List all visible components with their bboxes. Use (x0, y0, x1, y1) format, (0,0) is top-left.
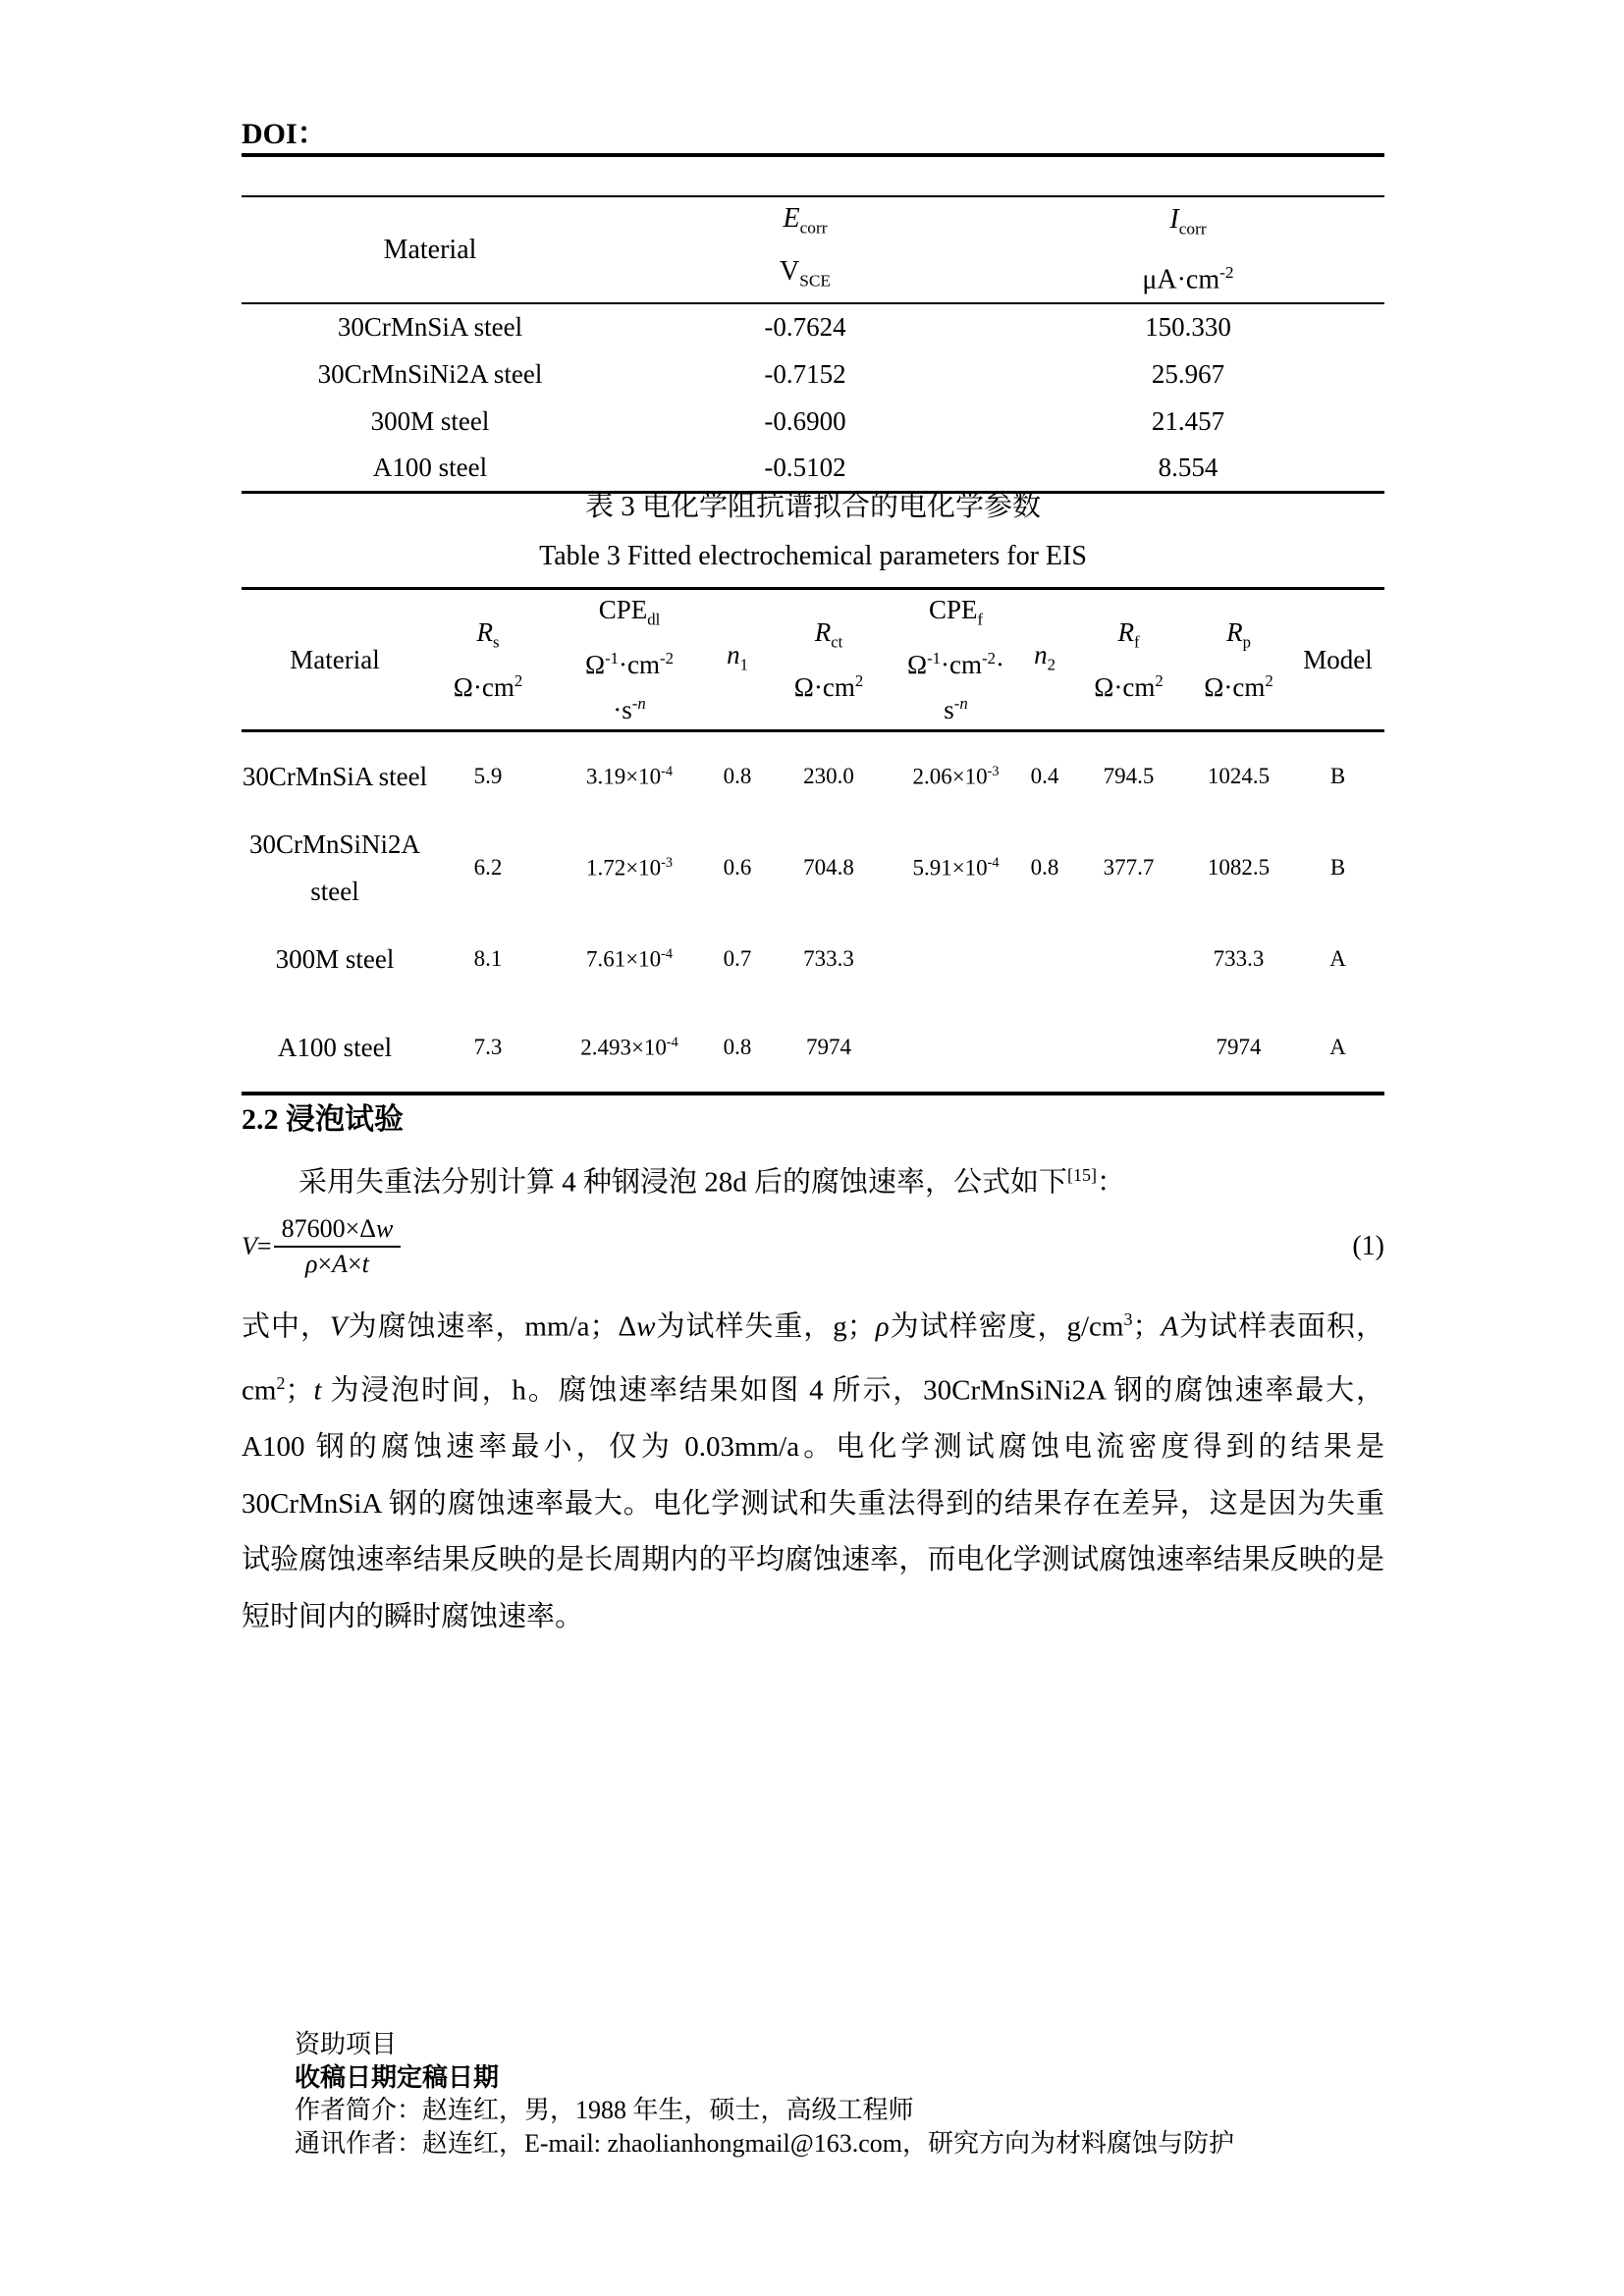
table-cell-n2 (1018, 1004, 1071, 1094)
table-cell-cpe-f (893, 1004, 1018, 1094)
table-cell-material: 30CrMnSiA steel (242, 762, 428, 792)
table-cell-n2 (1018, 915, 1071, 1004)
column-header-cpe-f: $CPE_f$ $\Omega^{-1}\cdot cm^{-2}\cdot$ $s^{-n}$ (907, 595, 1004, 725)
header-line: $E_{corr}$ (783, 203, 828, 238)
table-cell-rp: 1082.5 (1207, 854, 1271, 880)
eis-table (242, 587, 1384, 1095)
table-header-row (242, 589, 1384, 731)
section-heading: 2.2 浸泡试验 (242, 1103, 404, 1136)
table-cell-cpe-f: $5.91\times 10^{-4}$ (912, 854, 1000, 881)
column-header-material (242, 196, 619, 303)
equation-denominator: ρ×A×t (304, 1250, 369, 1278)
table-cell-ecorr: -0.5102 (764, 452, 846, 482)
paragraph-intro: 采用失重法分别计算 4 种钢浸泡 28d 后的腐蚀速率，公式如下[15]： (298, 1165, 1125, 1199)
table-cell-model: B (1329, 764, 1346, 789)
table-cell-rct: 7974 (806, 1035, 851, 1060)
table-cell-rs: 5.9 (473, 764, 503, 789)
column-header-rp: $R_p$ $\Omega\cdot cm^2$ (1204, 617, 1273, 703)
table-cell-cpe-f: $2.06\times 10^{-3}$ (912, 763, 1000, 789)
header-line: $V_{SCE}$ (779, 255, 832, 291)
column-header-icorr (992, 196, 1384, 303)
table-cell-material: A100 steel (372, 452, 488, 482)
table-cell-cpe-dl: $1.72\times 10^{-3}$ (585, 854, 674, 881)
table-cell-icorr: 21.457 (1151, 405, 1225, 436)
equation-numerator: 87600×Δw (274, 1215, 402, 1248)
table-cell-model: B (1329, 854, 1346, 880)
table-cell-rf (1071, 915, 1186, 1004)
dates-note: 收稿日期定稿日期 (295, 2062, 500, 2092)
column-header-material: Material (290, 645, 380, 675)
table-row (242, 303, 1384, 350)
table-cell-rf: 377.7 (1103, 854, 1155, 880)
table-cell-rs: 8.1 (473, 946, 503, 972)
table-cell-rct: 230.0 (803, 764, 854, 789)
column-header-rf: $R_f$ $\Omega\cdot cm^2$ (1094, 617, 1164, 703)
table-cell-cpe-dl: $2.493\times 10^{-4}$ (580, 1035, 678, 1060)
header-line: Material (383, 234, 477, 265)
table-cell-rp: 1024.5 (1207, 764, 1271, 789)
table-row (242, 731, 1384, 821)
table-cell-material: 30CrMnSiA steel (337, 312, 523, 343)
table-cell-material: 30CrMnSiNi2A steel (317, 358, 543, 389)
table-cell-cpe-f (893, 915, 1018, 1004)
column-header-model: Model (1303, 645, 1373, 675)
table-cell-rf: 794.5 (1103, 764, 1155, 789)
table-row (242, 915, 1384, 1004)
table-cell-material: 300M steel (275, 944, 395, 975)
column-header-n1: $n_1$ (727, 640, 748, 674)
table-cell-rs: 6.2 (473, 854, 503, 880)
table-cell-n1: 0.7 (723, 946, 752, 972)
table-cell-n2: 0.4 (1030, 764, 1059, 789)
table-cell-icorr: 25.967 (1151, 358, 1225, 389)
table-row (242, 1004, 1384, 1094)
table-cell-model: A (1329, 1035, 1346, 1060)
polarization-table (242, 195, 1384, 494)
table-cell-icorr: 8.554 (1158, 452, 1218, 482)
table3-caption-zh: 表 3 电化学阻抗谱拟合的电化学参数 (584, 491, 1041, 522)
funding-note: 资助项目 (295, 2030, 398, 2058)
table-row (242, 445, 1384, 492)
table-header-row (242, 196, 1384, 303)
table-cell-rs: 7.3 (473, 1035, 503, 1060)
table-cell-rp: 7974 (1216, 1035, 1262, 1060)
table-cell-material: 30CrMnSiNi2A steel (248, 828, 421, 906)
table-cell-n1: 0.6 (723, 854, 752, 880)
table-row (242, 350, 1384, 398)
corresponding-author-note: 通讯作者：赵连红，E-mail: zhaolianhongmail@163.com，研究方向为材料腐蚀与防护 (295, 2128, 1234, 2158)
table-cell-rf (1071, 1004, 1186, 1094)
column-header-cpe-dl: $CPE_{dl}$ $\Omega^{-1}\cdot cm^{-2}$ $\cdot s^{-n}$ (585, 595, 674, 725)
header-line: $I_{corr}$ (1169, 204, 1207, 239)
table-cell-rct: 704.8 (803, 854, 854, 880)
table-cell-rp: 733.3 (1213, 946, 1265, 972)
table-cell-ecorr: -0.6900 (764, 405, 846, 436)
column-header-n2: $n_2$ (1034, 640, 1056, 674)
column-header-rct: $R_{ct}$ $\Omega\cdot cm^2$ (793, 617, 864, 703)
equation-fraction (274, 1215, 402, 1278)
table-cell-ecorr: -0.7152 (764, 358, 846, 389)
table-cell-model: A (1329, 946, 1346, 972)
footnote-block (295, 2028, 1384, 2160)
table-row (242, 398, 1384, 445)
equation (242, 1215, 1384, 1278)
table-cell-material: A100 steel (277, 1033, 393, 1063)
paragraph-discussion: 式中，V为腐蚀速率，mm/a；Δw为试样失重，g；ρ为试样密度，$g/cm^3$；A为试样表面积，$cm^2$；t 为浸泡时间，h。腐蚀速率结果如图 4 所示，30CrMnSiNi2A 钢的腐蚀速率最大，A100 钢的腐蚀速率最小，仅为 0.03mm/a。电化学测试腐蚀电流密度得到的结果是 30CrMnSiA 钢的腐蚀速率最大。电化学测试和失重法得到的结果存在差异，这是因为失重试验腐蚀速率结果反映的是长周期内的平均腐蚀速率，而电化学测试腐蚀速率结果反映的是短时间内的瞬时腐蚀速率。 (242, 1309, 1384, 1632)
table-cell-rct: 733.3 (803, 946, 854, 972)
equation-lhs: V= (242, 1232, 272, 1260)
author-bio-note: 作者简介：赵连红，男，1988 年生，硕士，高级工程师 (295, 2096, 914, 2124)
header-line: $\mu A\cdot cm^{-2}$ (1142, 262, 1234, 295)
table-cell-material: 300M steel (370, 405, 490, 436)
table-cell-n1: 0.8 (723, 764, 752, 789)
table-cell-cpe-dl: $3.19\times 10^{-4}$ (585, 763, 674, 789)
table-cell-n2: 0.8 (1030, 854, 1059, 880)
column-header-ecorr (619, 196, 992, 303)
table3-caption-en: Table 3 Fitted electrochemical parameters for EIS (539, 541, 1087, 571)
table-cell-cpe-dl: $7.61\times 10^{-4}$ (585, 946, 674, 972)
column-header-rs: $R_s$ $\Omega\cdot cm^2$ (453, 617, 523, 703)
table-row (242, 821, 1384, 915)
table-cell-n1: 0.8 (723, 1035, 752, 1060)
table-cell-ecorr: -0.7624 (764, 312, 846, 343)
header-rule (242, 153, 1384, 157)
equation-number: (1) (1352, 1231, 1384, 1261)
table-cell-icorr: 150.330 (1145, 312, 1231, 343)
doi-label: DOI： (242, 118, 327, 150)
